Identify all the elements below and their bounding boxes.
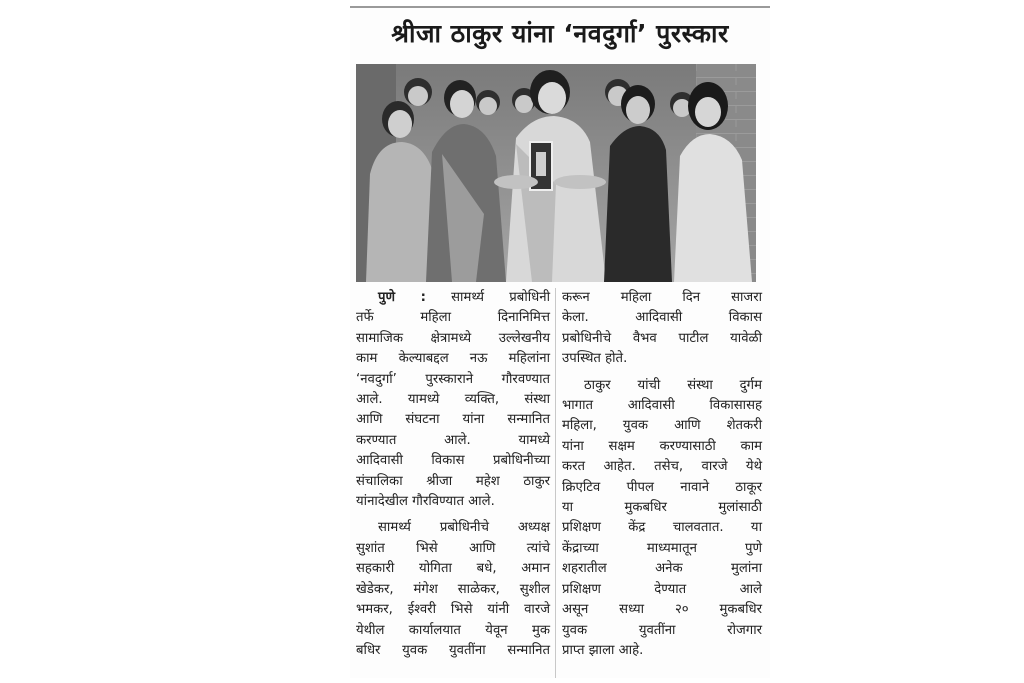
text-line: आले. यामध्ये व्यक्ति, संस्था [356, 392, 550, 408]
headline: श्रीजा ठाकुर यांना ‘नवदुर्गा’ पुरस्कार [391, 19, 729, 48]
text-line: युवक युवतींना रोजगार [562, 622, 762, 638]
text-line: महिला, युवक आणि शेतकरी [562, 418, 762, 434]
text-line: क्रिएटिव पीपल नावाने ठाकूर [562, 479, 762, 495]
text-line: सुशांत भिसे आणि त्यांचे [356, 540, 550, 556]
dateline: पुणे : [378, 290, 426, 305]
paragraph [356, 288, 550, 512]
text-line: करून महिला दिन साजरा [562, 290, 762, 305]
text-line: प्रशिक्षण केंद्र चालवतात. या [562, 520, 762, 536]
text-line: असून सध्या २० मुकबधिर [562, 602, 762, 618]
text-line: येथील कार्यालयात येवून मुक [356, 622, 550, 638]
text-line: तर्फे महिला दिनानिमित्त [356, 310, 550, 326]
text-line: यांनादेखील गौरविण्यात आले. [356, 494, 495, 510]
column-divider [555, 288, 556, 678]
text-line: आदिवासी विकास प्रबोधिनीच्या [356, 453, 550, 469]
text-line: सामाजिक क्षेत्रामध्ये उल्लेखनीय [356, 330, 550, 346]
group-photo-illustration [356, 64, 756, 282]
text-line: ‘नवदुर्गा’ पुरस्काराने गौरवण्यात [356, 371, 550, 387]
article-column-left [356, 288, 550, 667]
text-line: संचालिका श्रीजा महेश ठाकुर [356, 473, 550, 489]
text-line: सामर्थ्य प्रबोधिनीचे अध्यक्ष [378, 520, 550, 536]
news-photo [356, 64, 756, 282]
text-line: प्राप्त झाला आहे. [562, 642, 644, 658]
text-line: या मुकबधिर मुलांसाठी [562, 500, 762, 516]
text-line: यांना सक्षम करण्यासाठी काम [562, 438, 762, 454]
text-line: भागात आदिवासी विकासासह [562, 398, 762, 414]
text-line: ठाकुर यांची संस्था दुर्गम [584, 377, 762, 393]
paragraph [356, 518, 550, 661]
text-line: काम केल्याबद्दल नऊ महिलांना [356, 351, 550, 367]
top-rule [350, 6, 770, 8]
text-line: सामर्थ्य प्रबोधिनी [451, 290, 550, 305]
text-line: सहकारी योगिता बधे, अमान [356, 561, 550, 577]
text-line: केला. आदिवासी विकास [562, 310, 762, 326]
text-line: प्रशिक्षण देण्यात आले [562, 581, 762, 597]
newspaper-clipping [350, 6, 770, 678]
text-line: खेडेकर, मंगेश साळेकर, सुशील [356, 581, 550, 597]
text-line: भमकर, ईश्वरी भिसे यांनी वारजे [356, 602, 550, 618]
text-line: करत आहेत. तसेच, वारजे येथे [562, 459, 762, 475]
text-line: आणि संघटना यांना सन्मानित [356, 412, 550, 428]
text-line: केंद्राच्या माध्यमातून पुणे [562, 540, 762, 556]
text-line: उपस्थित होते. [562, 351, 628, 367]
paragraph [562, 376, 762, 662]
text-line: प्रबोधिनीचे वैभव पाटील यावेळी [562, 330, 762, 346]
paragraph [562, 288, 762, 370]
text-line: करण्यात आले. यामध्ये [356, 432, 550, 448]
article-column-right [562, 288, 762, 667]
text-line: बधिर युवक युवतींना सन्मानित [356, 642, 550, 658]
text-line: शहरातील अनेक मुलांना [562, 561, 762, 577]
